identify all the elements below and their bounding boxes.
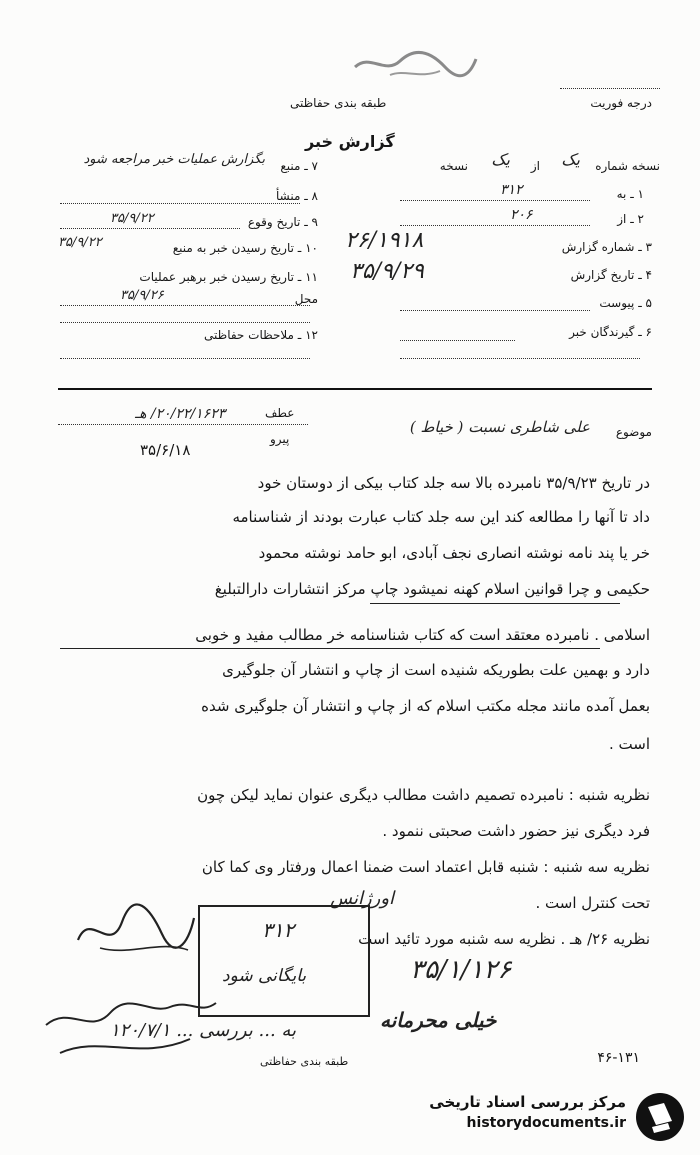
field10-value: ۳۵/۹/۲۲	[58, 235, 102, 250]
archive-stamp-number: ۳۱۲	[262, 918, 295, 942]
body-line-1: در تاریخ ۳۵/۹/۲۳ نامبرده بالا سه جلد کتاب بیکی از دوستان خود	[257, 474, 650, 492]
urgency-underline	[560, 88, 660, 89]
field11-value: ۳۵/۹/۲۶	[120, 288, 164, 303]
field11-label: ۱۱ ـ تاریخ رسیدن خبر برهبر عملیات	[139, 270, 318, 284]
subject-follow-value: ۳۵/۶/۱۸	[140, 441, 191, 459]
body-line-8: است .	[608, 735, 650, 753]
field9-label: ۹ ـ تاریخ وقوع	[247, 215, 318, 229]
field4-value: ۳۵/۹/۲۹	[350, 259, 424, 284]
opinion1-line2: فرد دیگری نیز حضور داشت صحبتی ننمود .	[382, 822, 650, 840]
body-line-2: داد تا آنها را مطالعه کند این سه جلد کتاب عبارت بودند از شناسنامه	[232, 508, 650, 526]
brand-name: مرکز بررسی اسناد تاریخی	[429, 1093, 626, 1111]
field2-value: ۲۰۶	[510, 207, 533, 223]
top-faded-stamp	[350, 45, 480, 85]
handwritten-scribble	[40, 995, 220, 1065]
copy-total: یک	[491, 150, 510, 169]
brand-url: historydocuments.ir	[466, 1115, 626, 1131]
field5-label: ۵ ـ پیوست	[599, 296, 652, 310]
header-divider	[58, 388, 652, 390]
handwritten-confidential: خیلی محرمانه	[380, 1008, 497, 1032]
subject-label: موضوع	[615, 425, 652, 439]
subject-follow-label: پیرو	[270, 432, 290, 446]
field12-label: ۱۲ ـ ملاحظات حفاظتی	[204, 328, 318, 342]
opinion3-line: نظریه ۲۶/ هـ . نظریه سه شنبه مورد تائید است	[358, 930, 650, 948]
field11-line2	[60, 322, 310, 323]
field7-label: ۷ ـ منبع	[280, 159, 318, 173]
footer-classification-label: طبقه بندی حفاظتی	[260, 1055, 349, 1068]
field4-label: ۴ ـ تاریخ گزارش	[570, 268, 652, 282]
brand-watermark	[402, 1089, 692, 1149]
field9-value: ۳۵/۹/۲۲	[110, 211, 154, 226]
opinion2-handwritten: اورژانس	[330, 888, 395, 909]
subject-ref-line	[58, 424, 308, 425]
field5-line	[400, 310, 590, 311]
field6-line	[400, 340, 515, 341]
field12-line	[60, 358, 310, 359]
field1-label: ۱ ـ به	[616, 187, 644, 201]
header-classification-label: طبقه بندی حفاظتی	[290, 96, 387, 110]
field8-line	[60, 203, 300, 204]
body-line-3: خر یا پند نامه نوشته انصاری نجف آبادی، ابو حامد نوشته محمود	[258, 544, 650, 562]
opinion2-line2: تحت کنترل است .	[535, 894, 650, 912]
header-urgency-label: درجه فوریت	[590, 96, 652, 110]
copy-of: از	[530, 159, 540, 173]
field1-line	[400, 200, 590, 201]
subject-ref-label: عطف	[265, 406, 295, 420]
report-title: گزارش خبر	[305, 132, 395, 151]
field2-label: ۲ ـ از	[617, 212, 644, 226]
field10-label: ۱۰ ـ تاریخ رسیدن خبر به منبع	[172, 241, 318, 255]
field9-line	[60, 228, 240, 229]
body-underline-2	[60, 648, 600, 649]
body-underline-1	[370, 603, 620, 604]
archive-stamp-text: بایگانی شود	[222, 966, 307, 986]
opinion1-line1: نظریه شنبه : نامبرده تصمیم داشت مطالب دیگری عنوان نماید لیکن چون	[197, 786, 650, 804]
body-line-7: بعمل آمده مانند مجله مکتب اسلام که از چاپ و انتشار آن جلوگیری شده	[201, 697, 650, 715]
brand-logo-icon	[634, 1091, 686, 1143]
handwritten-note: به ... بررسی ... ۱۲۰/۷/۱	[110, 1020, 297, 1041]
field11-label-place: محل	[294, 292, 318, 306]
subject-value: علی شاطری نسبت ( خیاط )	[409, 418, 590, 436]
copy-suffix: نسخه	[439, 159, 468, 173]
handwritten-date: ۳۵/۱/۱۲۶	[410, 955, 512, 985]
field6-line2	[400, 358, 640, 359]
body-line-5: اسلامی . نامبرده معتقد است که کتاب شناسنامه خر مطالب مفید و خوبی	[195, 626, 650, 644]
field1-value: ۳۱۲	[500, 182, 523, 198]
opinion2-line1: نظریه سه شنبه : شنبه قابل اعتماد است ضمنا اعمال ورفتار وی کما کان	[201, 858, 650, 876]
field3-value: ۲۶/۱۹۱۸	[345, 228, 424, 253]
form-number: ۴۶-۱۳۱	[597, 1050, 640, 1066]
signature-scribble	[70, 900, 200, 960]
field2-line	[400, 225, 590, 226]
body-line-6: دارد و بهمین علت بطوریکه شنیده است از چاپ و انتشار آن جلوگیری	[222, 661, 650, 679]
field8-label: ۸ ـ منشأ	[275, 189, 318, 203]
subject-ref-value: ۲۰/۲۲/۱۶۲۳/ هـ	[135, 406, 226, 422]
field3-label: ۳ ـ شماره گزارش	[561, 240, 652, 254]
copy-label: نسخه شماره	[595, 159, 660, 173]
copy-number: یک	[561, 150, 580, 169]
field7-value: بگزارش عملیات خبر مراجعه شود	[83, 152, 265, 167]
body-line-4: حکیمی و چرا قوانین اسلام کهنه نمیشود چاپ مرکز انتشارات دارالتبلیغ	[214, 580, 650, 598]
field11-line	[60, 305, 310, 306]
field6-label: ۶ ـ گیرندگان خبر	[569, 325, 652, 339]
